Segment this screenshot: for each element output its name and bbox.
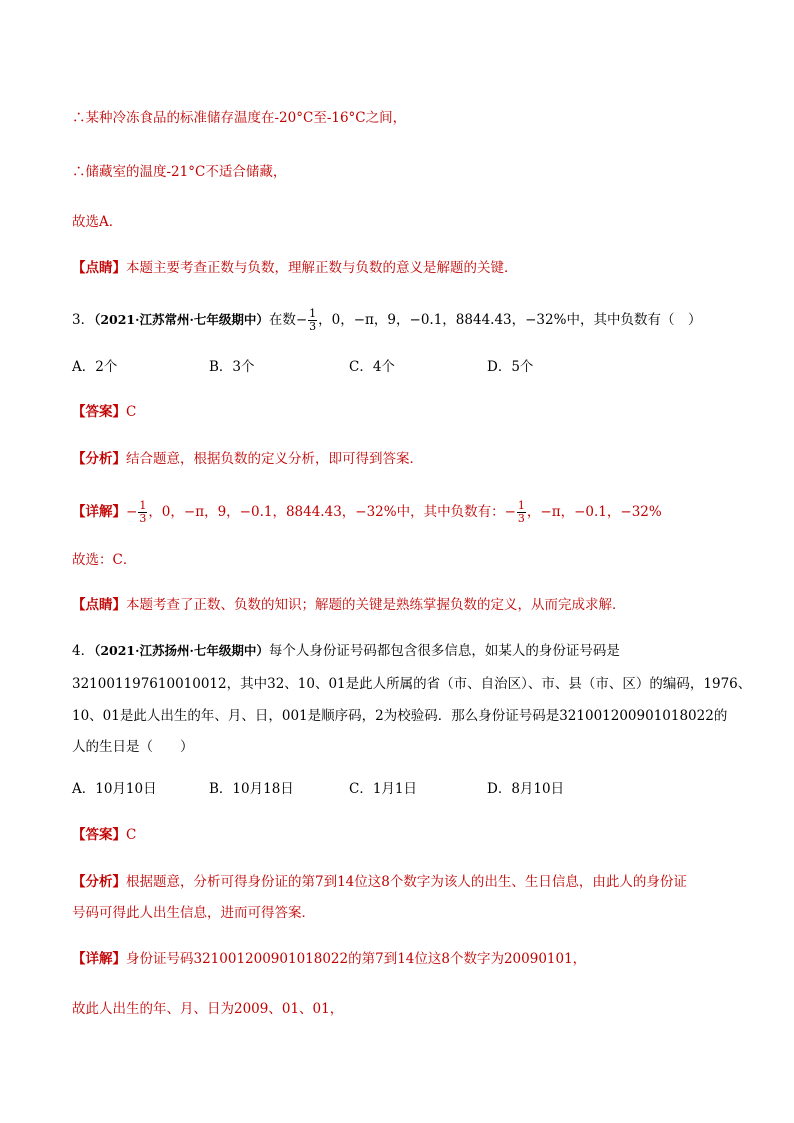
question-3-stem bbox=[72, 308, 701, 333]
question-4-stem-1: 每个人身份证号码都包含很多信息，如某人的身份证号码是 bbox=[268, 643, 620, 659]
question-4-stem-line-2: 321001197610010012，其中32、10、01是此人所属的省（市、自治区）、市、县（市、区）的编码，1976、 bbox=[72, 676, 752, 692]
question-4-analysis-line-1 bbox=[72, 873, 687, 891]
detail-fraction-1 bbox=[138, 500, 147, 525]
option-c[interactable]: C．4个 bbox=[349, 359, 395, 375]
point-text: 本题主要考查正数与负数，理解正数与负数的意义是解题的关键． bbox=[126, 260, 518, 276]
solution-line-3: 故选A． bbox=[72, 214, 123, 230]
fraction-numerator: 1 bbox=[139, 499, 147, 512]
answer-value: C bbox=[126, 827, 137, 843]
fraction-numerator: 1 bbox=[517, 499, 525, 512]
point-paragraph bbox=[72, 259, 518, 277]
option-a[interactable]: A．2个 bbox=[72, 359, 118, 375]
question-3-stem-a: 在数 bbox=[268, 312, 296, 328]
question-4-stem-line-3: 10、01是此人出生的年、月、日，001是顺序码，2为校验码．那么身份证号码是321001200901018022的 bbox=[72, 708, 728, 724]
question-4-source: （2021·江苏扬州·七年级期中） bbox=[94, 643, 269, 658]
question-4-number: 4． bbox=[72, 643, 95, 659]
detail-text-d: ，−π，−0.1，−32% bbox=[526, 504, 662, 520]
option-d[interactable]: D．5个 bbox=[487, 359, 534, 375]
fraction-denominator: 3 bbox=[309, 320, 317, 333]
question-3-choose: 故选：C． bbox=[72, 552, 137, 568]
answer-tag: 【答案】 bbox=[72, 827, 126, 843]
question-4-detail-line-2: 故此人出生的年、月、日为2009、01、01， bbox=[72, 1001, 344, 1017]
question-4-stem-line-1 bbox=[72, 642, 620, 660]
fraction-numerator: 1 bbox=[309, 307, 317, 320]
detail-text-b: ，0，−π，9，−0.1，8844.43，−32%中，其中负数有： bbox=[148, 504, 505, 520]
question-3-options bbox=[72, 358, 672, 376]
analysis-tag: 【分析】 bbox=[72, 874, 126, 890]
fraction-one-third bbox=[308, 308, 317, 333]
question-4-options bbox=[72, 780, 672, 798]
detail-text-1: 身份证号码321001200901018022的第7到14位这8个数字为20090101， bbox=[126, 951, 587, 967]
point-text: 本题考查了正数、负数的知识；解题的关键是熟练掌握负数的定义，从而完成求解． bbox=[126, 597, 626, 613]
solution-line-1: ∴某种冷冻食品的标准储存温度在-20°C至-16°C之间， bbox=[72, 110, 407, 126]
question-4-detail-line-1 bbox=[72, 950, 586, 968]
option-d[interactable]: D．8月10日 bbox=[487, 781, 565, 797]
question-4-stem-line-4: 人的生日是（ ） bbox=[72, 739, 194, 755]
question-3-point bbox=[72, 596, 626, 614]
question-4-answer bbox=[72, 826, 136, 844]
detail-minus-2: − bbox=[504, 504, 516, 520]
question-4-analysis-line-2: 号码可得此人出生信息，进而可得答案． bbox=[72, 905, 315, 921]
detail-minus-1: − bbox=[126, 504, 138, 520]
analysis-text-1: 根据题意，分析可得身份证的第7到14位这8个数字为该人的出生、生日信息，由此人的身份证 bbox=[126, 874, 687, 890]
question-3-number: 3． bbox=[72, 312, 95, 328]
question-3-analysis bbox=[72, 450, 423, 468]
answer-tag: 【答案】 bbox=[72, 404, 126, 420]
question-3-stem-b: ，0，−π，9，−0.1，8844.43，−32%中，其中负数有（ ） bbox=[318, 312, 702, 328]
question-3-source: （2021·江苏常州·七年级期中） bbox=[94, 312, 269, 327]
analysis-tag: 【分析】 bbox=[72, 451, 126, 467]
minus-sign: − bbox=[295, 312, 308, 328]
option-c[interactable]: C．1月1日 bbox=[349, 781, 418, 797]
question-3-detail bbox=[72, 500, 662, 525]
detail-tag: 【详解】 bbox=[72, 504, 126, 520]
detail-tag: 【详解】 bbox=[72, 951, 126, 967]
detail-fraction-2 bbox=[517, 500, 526, 525]
option-b[interactable]: B．10月18日 bbox=[209, 781, 294, 797]
solution-line-2: ∴储藏室的温度-21°C不适合储藏， bbox=[72, 164, 287, 180]
point-tag: 【点睛】 bbox=[72, 260, 126, 276]
question-3-answer bbox=[72, 403, 136, 421]
answer-value: C bbox=[126, 404, 137, 420]
option-a[interactable]: A．10月10日 bbox=[72, 781, 157, 797]
analysis-text: 结合题意，根据负数的定义分析，即可得到答案． bbox=[126, 451, 423, 467]
fraction-denominator: 3 bbox=[139, 512, 147, 525]
fraction-denominator: 3 bbox=[517, 512, 525, 525]
point-tag: 【点睛】 bbox=[72, 597, 126, 613]
option-b[interactable]: B．3个 bbox=[209, 359, 255, 375]
